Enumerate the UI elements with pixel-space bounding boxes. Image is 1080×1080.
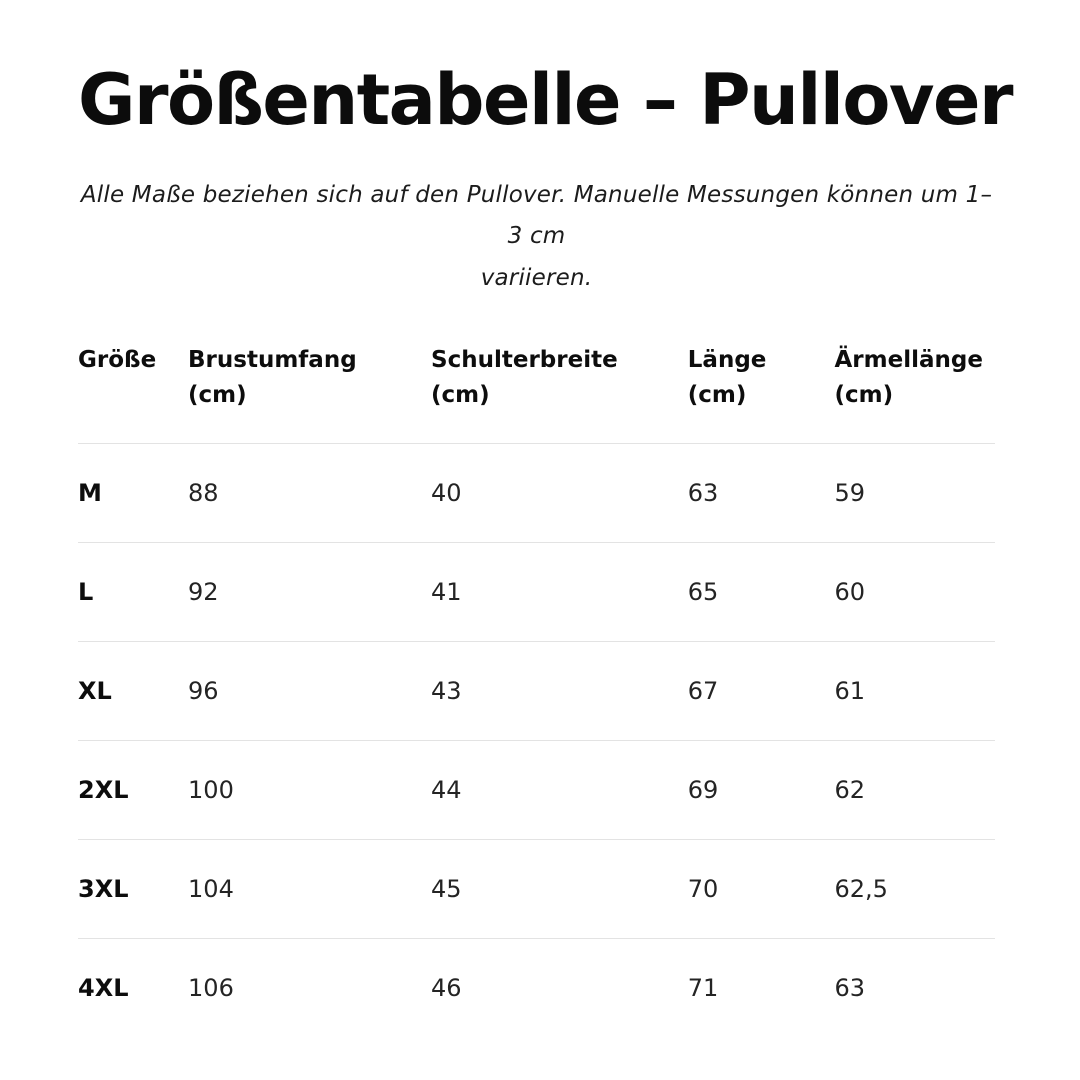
table-row: [78, 543, 995, 642]
length-cell: 70: [687, 875, 719, 904]
size-cell: 3XL: [78, 875, 129, 904]
header-sleeve: Ärmellänge (cm): [834, 347, 983, 408]
subtitle-line-1: Alle Maße beziehen sich auf den Pullover. Manuelle Messungen können um 1–3 cm: [80, 182, 993, 250]
sleeve-cell: 61: [834, 677, 866, 706]
shoulder-cell: 45: [431, 875, 462, 904]
table-row: [78, 939, 995, 1037]
size-cell: L: [78, 578, 94, 607]
page-subtitle: [78, 175, 995, 299]
length-cell: 69: [687, 776, 719, 805]
shoulder-cell: 41: [431, 578, 462, 607]
size-cell: 2XL: [78, 776, 129, 805]
size-cell: 4XL: [78, 974, 129, 1003]
size-table: [78, 343, 995, 1037]
table-row: [78, 444, 995, 543]
sleeve-cell: 62: [834, 776, 866, 805]
length-cell: 71: [687, 974, 719, 1003]
chest-cell: 100: [188, 776, 234, 805]
size-cell: M: [78, 479, 102, 508]
chest-cell: 96: [188, 677, 219, 706]
header-chest: Brustumfang (cm): [188, 347, 357, 408]
sleeve-cell: 60: [834, 578, 866, 607]
header-length: Länge (cm): [687, 347, 767, 408]
page-title: Größentabelle – Pullover: [78, 59, 1013, 141]
shoulder-cell: 44: [431, 776, 462, 805]
chest-cell: 92: [188, 578, 219, 607]
header-shoulder: Schulterbreite (cm): [431, 347, 618, 408]
table-row: [78, 741, 995, 840]
table-header-row: [78, 343, 995, 444]
length-cell: 65: [687, 578, 719, 607]
shoulder-cell: 46: [431, 974, 462, 1003]
length-cell: 63: [687, 479, 719, 508]
table-row: [78, 642, 995, 741]
chest-cell: 88: [188, 479, 219, 508]
size-cell: XL: [78, 677, 112, 706]
header-size: Größe: [78, 347, 157, 374]
shoulder-cell: 43: [431, 677, 462, 706]
chest-cell: 104: [188, 875, 234, 904]
shoulder-cell: 40: [431, 479, 462, 508]
chest-cell: 106: [188, 974, 234, 1003]
table-row: [78, 840, 995, 939]
sleeve-cell: 59: [834, 479, 866, 508]
sleeve-cell: 62,5: [834, 875, 888, 904]
sleeve-cell: 63: [834, 974, 866, 1003]
length-cell: 67: [687, 677, 719, 706]
subtitle-line-2: variieren.: [480, 264, 593, 291]
